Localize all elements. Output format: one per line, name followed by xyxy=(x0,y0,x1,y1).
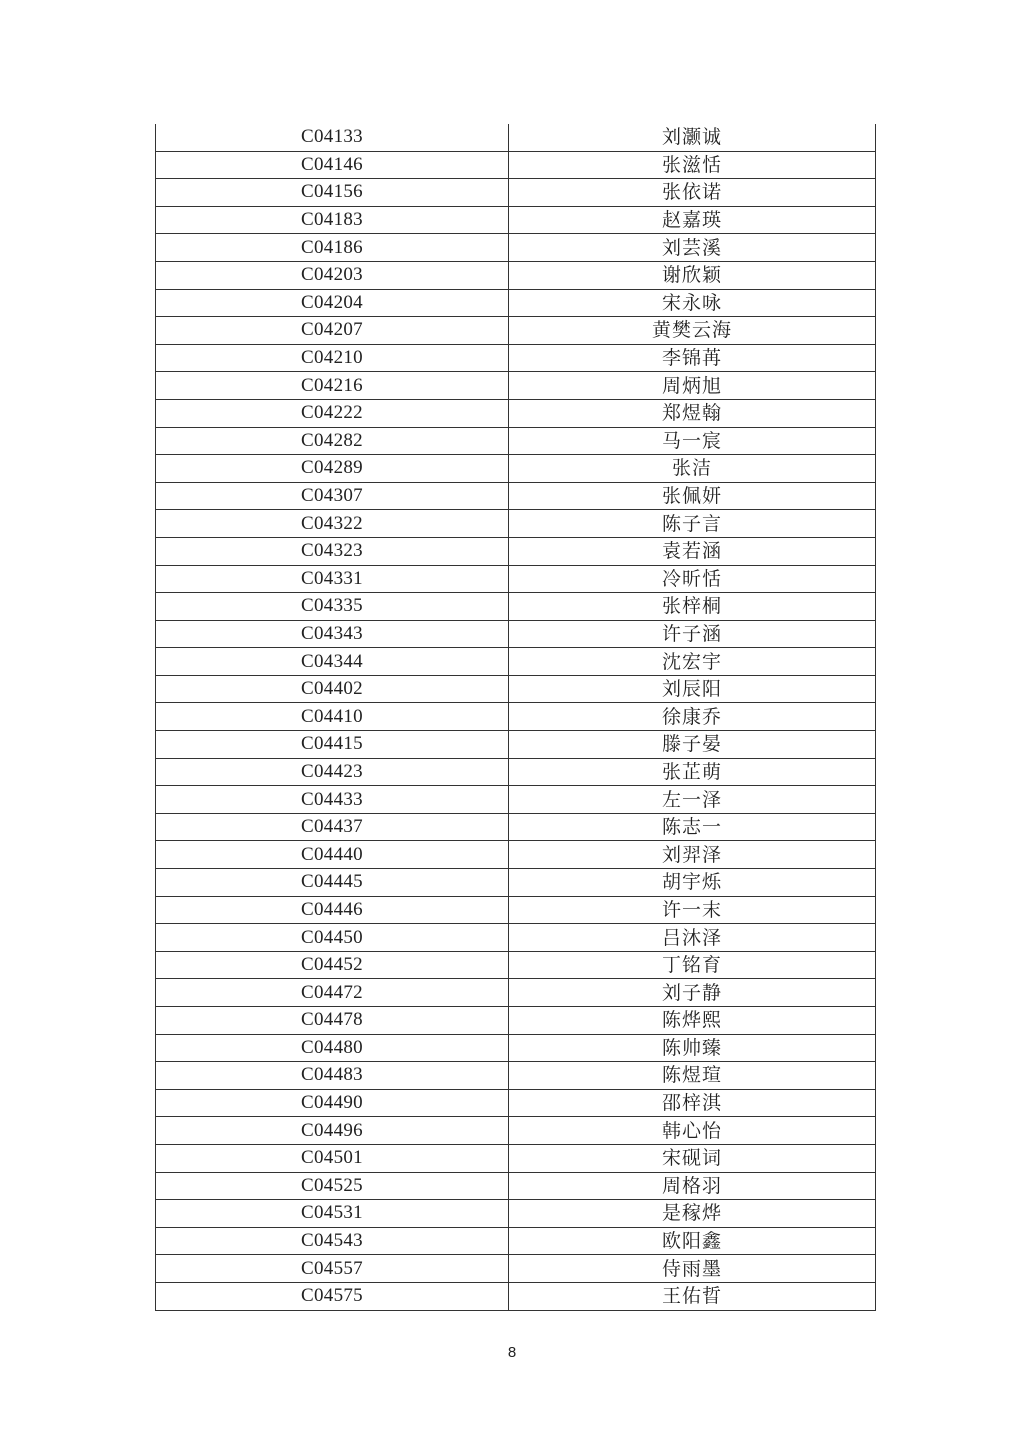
candidate-id-cell: C04344 xyxy=(156,648,509,676)
candidate-name-cell: 马一宸 xyxy=(509,427,876,455)
table-row xyxy=(156,510,876,538)
candidate-id-cell: C04423 xyxy=(156,758,509,786)
candidate-id-cell: C04203 xyxy=(156,261,509,289)
candidate-name-cell: 丁铭育 xyxy=(509,951,876,979)
candidate-name-cell: 张依诺 xyxy=(509,179,876,207)
candidate-id-cell: C04483 xyxy=(156,1062,509,1090)
candidate-name-cell: 沈宏宇 xyxy=(509,648,876,676)
table-row xyxy=(156,151,876,179)
page-number: 8 xyxy=(507,1344,517,1361)
candidate-name-cell: 王佑晢 xyxy=(509,1282,876,1310)
candidate-name-cell: 徐康乔 xyxy=(509,703,876,731)
candidate-id-cell: C04289 xyxy=(156,455,509,483)
table-row xyxy=(156,234,876,262)
table-row xyxy=(156,593,876,621)
candidate-id-cell: C04440 xyxy=(156,841,509,869)
candidate-name-cell: 赵嘉瑛 xyxy=(509,206,876,234)
candidate-name-cell: 袁若涵 xyxy=(509,537,876,565)
table-row xyxy=(156,124,876,151)
candidate-id-cell: C04410 xyxy=(156,703,509,731)
table-row xyxy=(156,565,876,593)
roster-table xyxy=(155,124,876,1311)
table-row xyxy=(156,813,876,841)
candidate-id-cell: C04216 xyxy=(156,372,509,400)
candidate-name-cell: 韩心怡 xyxy=(509,1117,876,1145)
candidate-id-cell: C04450 xyxy=(156,924,509,952)
candidate-name-cell: 刘芸溪 xyxy=(509,234,876,262)
candidate-name-cell: 邵梓淇 xyxy=(509,1089,876,1117)
candidate-name-cell: 张佩妍 xyxy=(509,482,876,510)
candidate-id-cell: C04133 xyxy=(156,124,509,151)
candidate-name-cell: 胡宇烁 xyxy=(509,869,876,897)
table-row xyxy=(156,703,876,731)
candidate-name-cell: 是稼烨 xyxy=(509,1200,876,1228)
candidate-name-cell: 吕沐泽 xyxy=(509,924,876,952)
candidate-id-cell: C04415 xyxy=(156,731,509,759)
candidate-name-cell: 陈烨熙 xyxy=(509,1007,876,1035)
table-row xyxy=(156,1089,876,1117)
candidate-id-cell: C04433 xyxy=(156,786,509,814)
candidate-name-cell: 宋永咏 xyxy=(509,289,876,317)
candidate-name-cell: 郑煜翰 xyxy=(509,399,876,427)
table-row xyxy=(156,344,876,372)
candidate-name-cell: 许子涵 xyxy=(509,620,876,648)
table-row xyxy=(156,399,876,427)
table-row xyxy=(156,1282,876,1310)
candidate-id-cell: C04575 xyxy=(156,1282,509,1310)
candidate-name-cell: 张芷萌 xyxy=(509,758,876,786)
table-row xyxy=(156,1255,876,1283)
table-row xyxy=(156,758,876,786)
candidate-name-cell: 宋砚词 xyxy=(509,1144,876,1172)
candidate-id-cell: C04222 xyxy=(156,399,509,427)
candidate-id-cell: C04282 xyxy=(156,427,509,455)
candidate-id-cell: C04478 xyxy=(156,1007,509,1035)
table-row xyxy=(156,924,876,952)
table-row xyxy=(156,731,876,759)
candidate-id-cell: C04156 xyxy=(156,179,509,207)
table-row xyxy=(156,317,876,345)
table-row xyxy=(156,1117,876,1145)
candidate-id-cell: C04452 xyxy=(156,951,509,979)
table-row xyxy=(156,206,876,234)
candidate-name-cell: 周炳旭 xyxy=(509,372,876,400)
candidate-id-cell: C04146 xyxy=(156,151,509,179)
candidate-name-cell: 谢欣颖 xyxy=(509,261,876,289)
table-row xyxy=(156,261,876,289)
candidate-name-cell: 李锦苒 xyxy=(509,344,876,372)
table-row xyxy=(156,620,876,648)
candidate-id-cell: C04557 xyxy=(156,1255,509,1283)
table-row xyxy=(156,896,876,924)
table-row xyxy=(156,482,876,510)
candidate-name-cell: 黄樊云海 xyxy=(509,317,876,345)
table-row xyxy=(156,1172,876,1200)
candidate-name-cell: 左一泽 xyxy=(509,786,876,814)
table-row xyxy=(156,455,876,483)
candidate-name-cell: 滕子晏 xyxy=(509,731,876,759)
table-row xyxy=(156,289,876,317)
table-row xyxy=(156,675,876,703)
candidate-name-cell: 刘辰阳 xyxy=(509,675,876,703)
candidate-id-cell: C04331 xyxy=(156,565,509,593)
table-row xyxy=(156,179,876,207)
table-row xyxy=(156,979,876,1007)
table-row xyxy=(156,427,876,455)
table-row xyxy=(156,1144,876,1172)
candidate-name-cell: 许一末 xyxy=(509,896,876,924)
candidate-name-cell: 陈煜瑄 xyxy=(509,1062,876,1090)
table-row xyxy=(156,1062,876,1090)
candidate-name-cell: 周格羽 xyxy=(509,1172,876,1200)
table-row xyxy=(156,648,876,676)
candidate-name-cell: 刘灏诚 xyxy=(509,124,876,151)
candidate-name-cell: 张洁 xyxy=(509,455,876,483)
candidate-id-cell: C04323 xyxy=(156,537,509,565)
table-row xyxy=(156,1200,876,1228)
candidate-id-cell: C04402 xyxy=(156,675,509,703)
candidate-name-cell: 冷昕恬 xyxy=(509,565,876,593)
table-row xyxy=(156,786,876,814)
candidate-id-cell: C04210 xyxy=(156,344,509,372)
candidate-id-cell: C04335 xyxy=(156,593,509,621)
candidate-id-cell: C04437 xyxy=(156,813,509,841)
candidate-id-cell: C04307 xyxy=(156,482,509,510)
candidate-name-cell: 陈子言 xyxy=(509,510,876,538)
candidate-id-cell: C04496 xyxy=(156,1117,509,1145)
candidate-id-cell: C04343 xyxy=(156,620,509,648)
table-row xyxy=(156,372,876,400)
candidate-id-cell: C04322 xyxy=(156,510,509,538)
candidate-id-cell: C04472 xyxy=(156,979,509,1007)
candidate-name-cell: 陈帅臻 xyxy=(509,1034,876,1062)
table-row xyxy=(156,841,876,869)
table-row xyxy=(156,869,876,897)
candidate-id-cell: C04531 xyxy=(156,1200,509,1228)
candidate-name-cell: 张梓桐 xyxy=(509,593,876,621)
candidate-id-cell: C04186 xyxy=(156,234,509,262)
candidate-id-cell: C04525 xyxy=(156,1172,509,1200)
candidate-name-cell: 侍雨墨 xyxy=(509,1255,876,1283)
candidate-name-cell: 陈志一 xyxy=(509,813,876,841)
table-row xyxy=(156,537,876,565)
candidate-name-cell: 欧阳鑫 xyxy=(509,1227,876,1255)
candidate-id-cell: C04490 xyxy=(156,1089,509,1117)
candidate-id-cell: C04207 xyxy=(156,317,509,345)
candidate-name-cell: 张滋恬 xyxy=(509,151,876,179)
table-row xyxy=(156,951,876,979)
candidate-id-cell: C04445 xyxy=(156,869,509,897)
table-row xyxy=(156,1034,876,1062)
roster-table-body xyxy=(156,124,876,1310)
candidate-id-cell: C04446 xyxy=(156,896,509,924)
candidate-id-cell: C04543 xyxy=(156,1227,509,1255)
table-row xyxy=(156,1007,876,1035)
candidate-id-cell: C04204 xyxy=(156,289,509,317)
table-row xyxy=(156,1227,876,1255)
candidate-id-cell: C04480 xyxy=(156,1034,509,1062)
candidate-name-cell: 刘子静 xyxy=(509,979,876,1007)
candidate-name-cell: 刘羿泽 xyxy=(509,841,876,869)
candidate-id-cell: C04501 xyxy=(156,1144,509,1172)
candidate-id-cell: C04183 xyxy=(156,206,509,234)
